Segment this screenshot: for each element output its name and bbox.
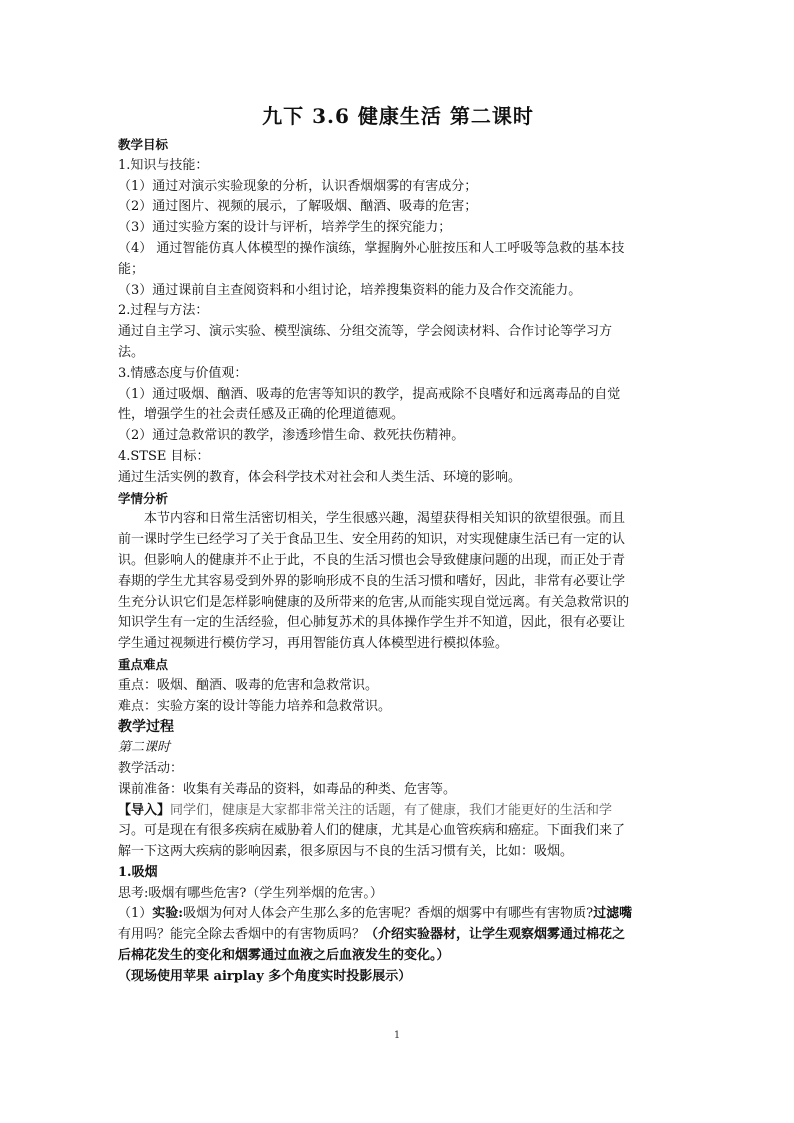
experiment-line: （现场使用苹果 airplay 多个角度实时投影展示） (118, 968, 412, 984)
subheading-knowledge: 1.知识与技能： (118, 157, 209, 173)
exp-bold: （介绍实验器材，让学生观察烟雾通过棉花之 (365, 927, 626, 943)
text-line: （1）通过吸烟、酗酒、吸毒的危害等知识的教学，提高戒除不良嗜好和远离毒品的自觉 (118, 386, 621, 402)
document-page (118, 100, 678, 988)
text-line: 通过自主学习、演示实验、模型演练、分组交流等，学会阅读材料、合作讨论等学习方 (118, 324, 613, 340)
exp-label: 实验: (152, 906, 184, 922)
subheading-emotion: 3.情感态度与价值观： (118, 365, 248, 381)
section-heading-keypoints: 重点难点 (118, 656, 169, 672)
activity-label: 教学活动： (118, 760, 184, 776)
exp-text: 吸烟为何对人体会产生那么多的危害呢？香烟的烟雾中有哪些有害物质? (183, 906, 594, 922)
subheading-smoking: 1.吸烟 (118, 864, 158, 880)
experiment-line (118, 925, 678, 946)
text-line: 识。但影响人的健康并不止于此，不良的生活习惯也会导致健康问题的出现，而正处于青 (118, 552, 626, 568)
section-heading-objectives: 教学目标 (118, 137, 169, 152)
experiment-line (118, 904, 678, 925)
text-line: （3）通过实验方案的设计与评析，培养学生的探究能力； (118, 220, 452, 236)
subheading-process: 2.过程与方法： (118, 303, 209, 319)
text-line: 习。可是现在有很多疾病在威胁着人们的健康，尤其是心血管疾病和癌症。下面我们来了 (118, 823, 626, 839)
subheading-stse: 4.STSE 目标： (118, 448, 210, 464)
exp-prefix: （1） (118, 906, 153, 922)
text-line: 学生通过视频进行模仿学习，再用智能仿真人体模型进行模拟体验。 (118, 636, 509, 652)
text-line: 性，增强学生的社会责任感及正确的伦理道德观。 (118, 407, 405, 423)
exp-bold: 过滤嘴 (593, 906, 633, 922)
page-number: 1 (393, 1030, 401, 1041)
intro-line (118, 801, 678, 822)
text-line: 课前准备：收集有关毒品的资料，如毒品的种类、危害等。 (118, 781, 457, 797)
text-line: 能； (118, 261, 145, 277)
intro-tag: 【导入】 (118, 802, 171, 818)
section-heading-process: 教学过程 (118, 719, 174, 736)
text-line: （2）通过图片、视频的展示，了解吸烟、酗酒、吸毒的危害； (118, 199, 478, 215)
intro-text: 同学们，健康是大家都非常关注的话题，有了健康，我们才能更好的生活和学 (170, 802, 613, 818)
text-line: 难点：实验方案的设计等能力培养和急救常识。 (118, 698, 392, 714)
text-line: 春期的学生尤其容易受到外界的影响形成不良的生活习惯和嗜好，因此，非常有必要让学 (118, 573, 626, 589)
text-line: 知识学生有一定的生活经验，但心肺复苏术的具体操作学生并不知道，因此，很有必要让 (118, 615, 626, 631)
page-title: 九下 3.6 健康生活 第二课时 (262, 104, 534, 128)
text-line: （3）通过课前自主查阅资料和小组讨论，培养搜集资料的能力及合作交流能力。 (118, 282, 582, 298)
section-heading-analysis: 学情分析 (118, 490, 169, 506)
exp-text: 有用吗？能完全除去香烟中的有害物质吗？ (118, 927, 366, 943)
text-line: 思考:吸烟有哪些危害?（学生列举烟的危害。） (118, 885, 383, 901)
text-line: （2）通过急救常识的教学，渗透珍惜生命、救死扶伤精神。 (118, 428, 465, 444)
lesson-label: 第二课时 (118, 740, 171, 756)
text-line: 前一课时学生已经学习了关于食品卫生、安全用药的知识，对实现健康生活已有一定的认 (118, 532, 626, 548)
text-line: 法。 (118, 344, 145, 360)
text-line: （4） 通过智能仿真人体模型的操作演练，掌握胸外心脏按压和人工呼吸等急救的基本技 (118, 240, 625, 256)
text-line: （1）通过对演示实验现象的分析，认识香烟烟雾的有害成分； (118, 178, 478, 194)
text-line: 本节内容和日常生活密切相关，学生很感兴趣，渴望获得相关知识的欲望很强。而且 (144, 511, 626, 527)
text-line: 解一下这两大疾病的影响因素，很多原因与不良的生活习惯有关，比如：吸烟。 (118, 844, 574, 860)
text-line: 重点：吸烟、酗酒、吸毒的危害和急救常识。 (118, 677, 379, 693)
text-line: 通过生活实例的教育，体会科学技术对社会和人类生活、环境的影响。 (118, 469, 522, 485)
experiment-line: 后棉花发生的变化和烟雾通过血液之后血液发生的变化。） (118, 948, 450, 964)
text-line: 生充分认识它们是怎样影响健康的及所带来的危害,从而能实现自觉远离。有关急救常识的 (118, 594, 630, 610)
